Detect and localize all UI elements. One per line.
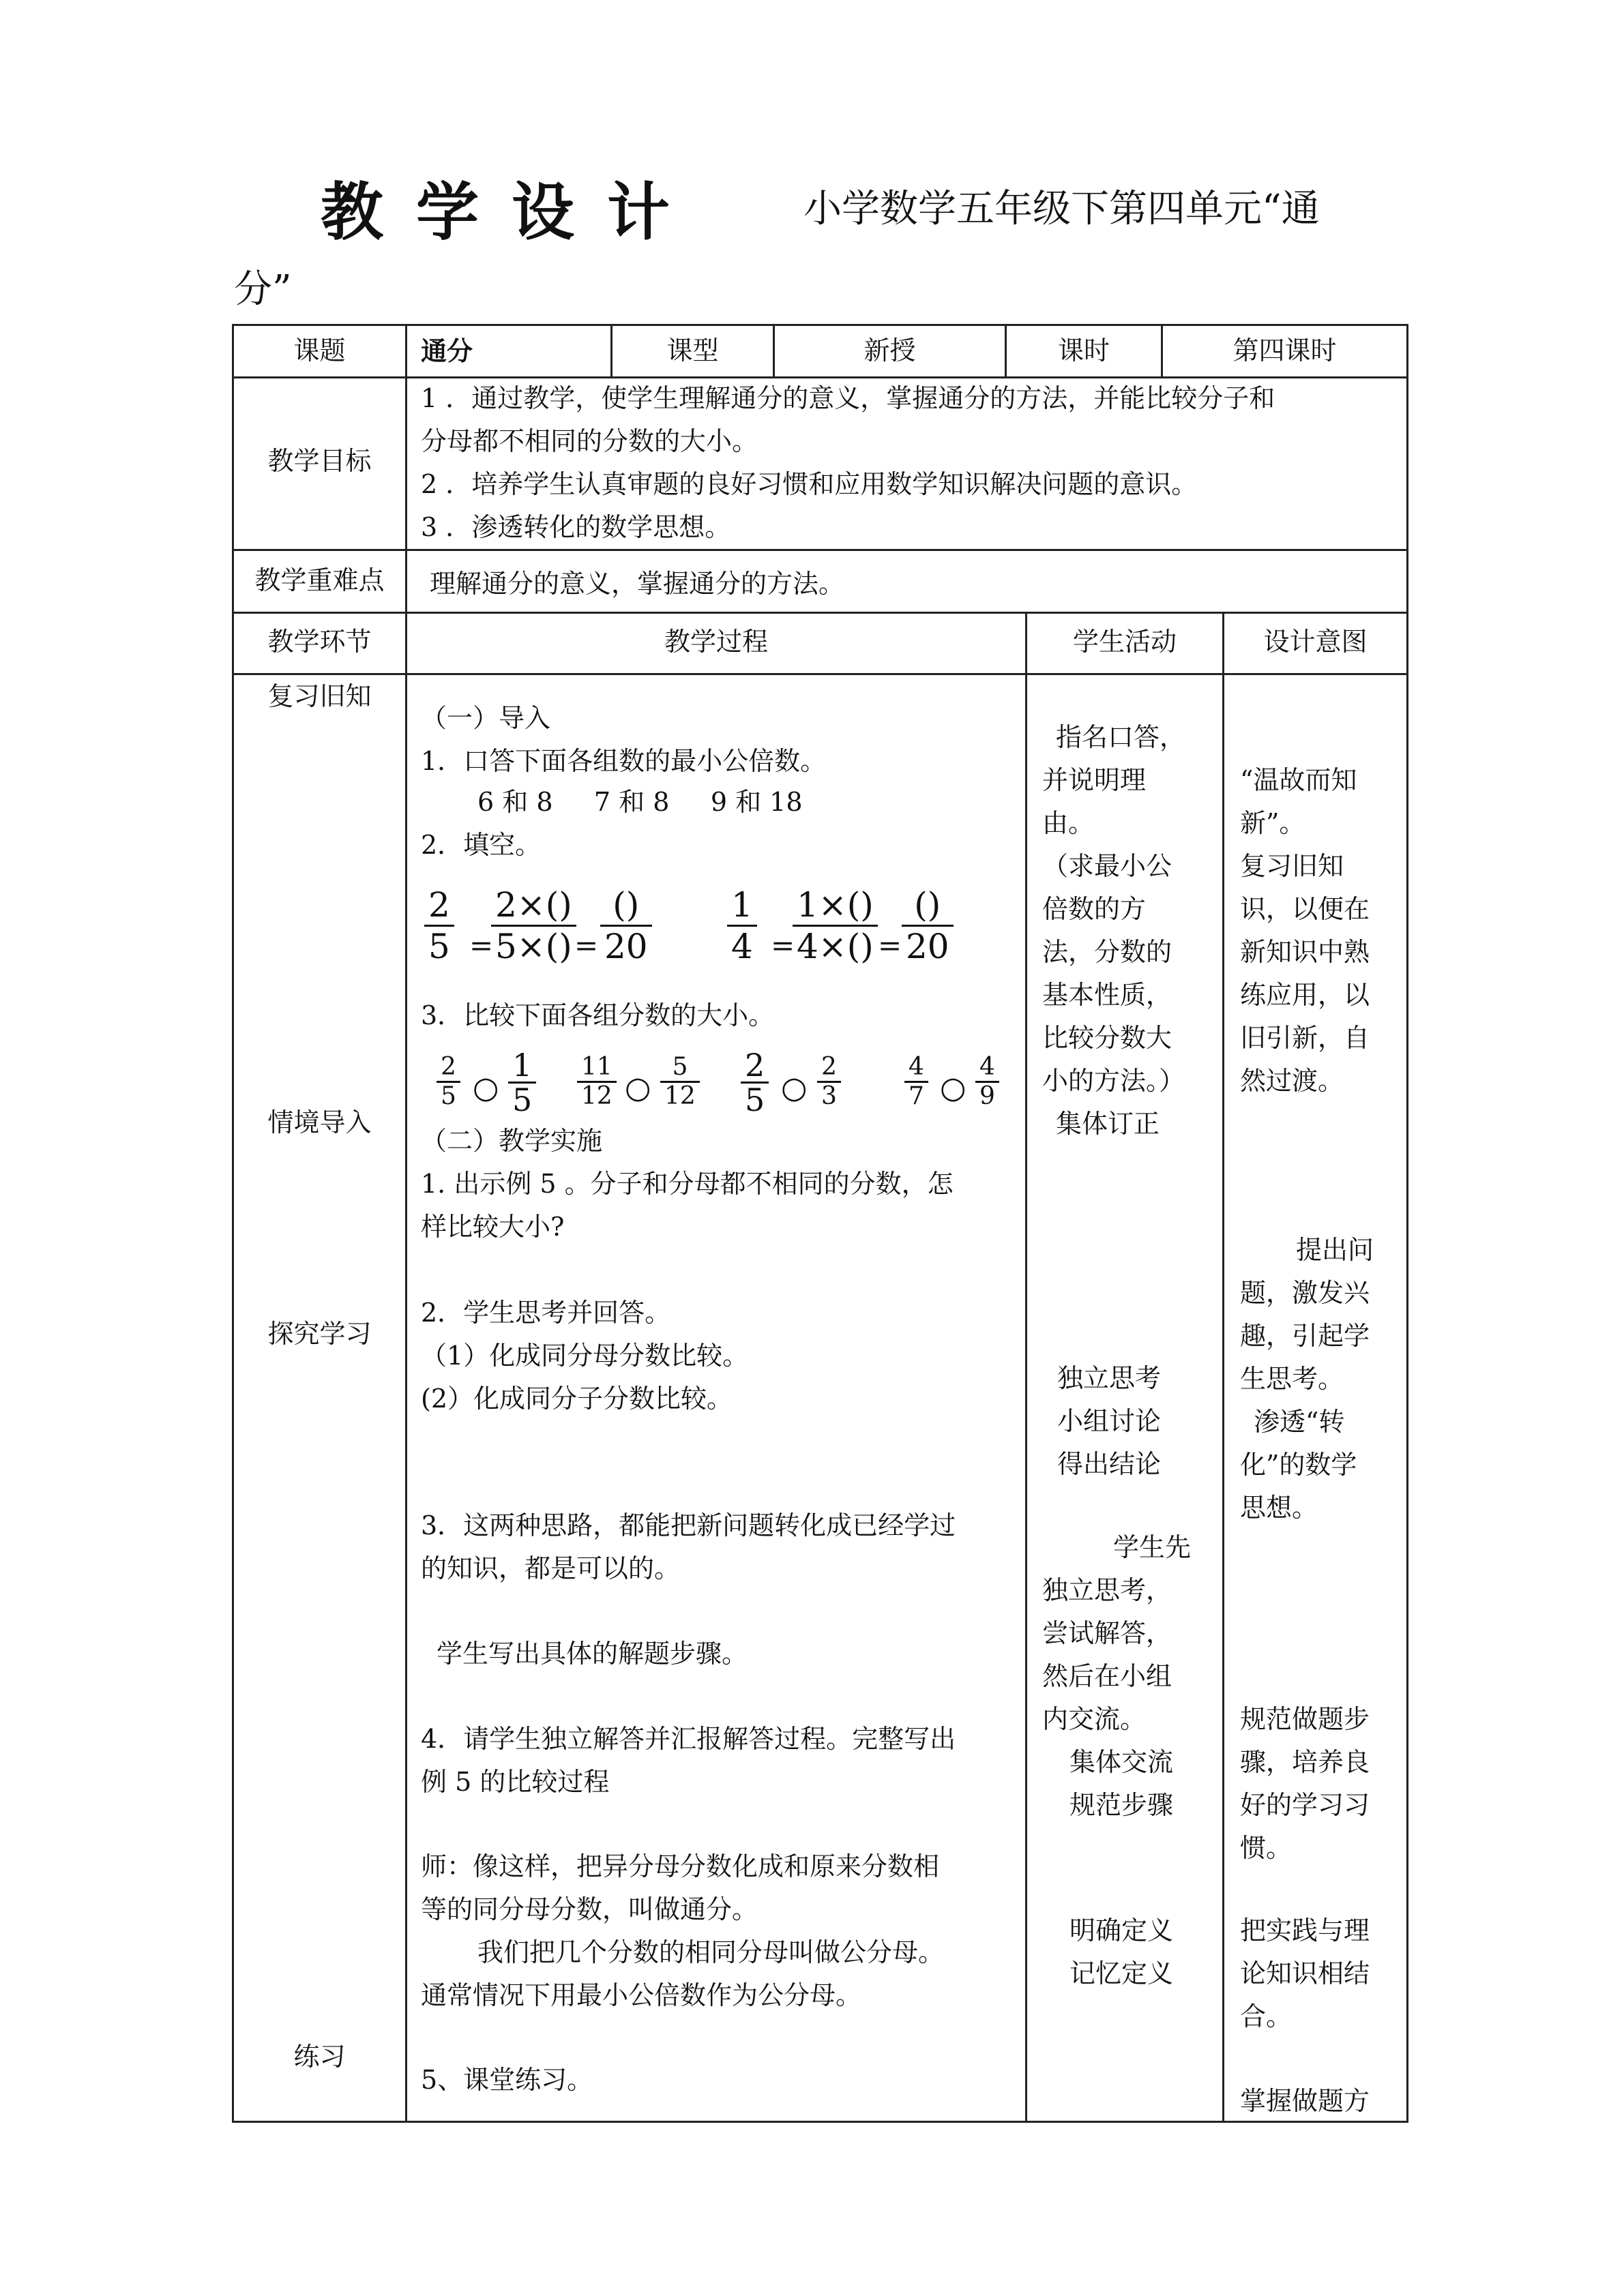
process-q3: 3．比较下面各组分数的大小。 — [421, 1000, 775, 1030]
intent-line: 惯。 — [1240, 1833, 1293, 1863]
equals-sign: = — [771, 929, 795, 962]
page-subtitle-continued: 分” — [234, 267, 292, 312]
intent-line: 化”的数学 — [1240, 1450, 1357, 1480]
keypoints-value: 理解通分的意义，掌握通分的方法。 — [430, 569, 845, 599]
activity-line: 比较分数大 — [1042, 1023, 1172, 1053]
header-intent: 设计意图 — [1263, 627, 1368, 657]
intent-line: 生思考。 — [1240, 1364, 1344, 1394]
keypoints-label: 教学重难点 — [254, 565, 385, 595]
table-border-bottom — [232, 2121, 1408, 2123]
table-col-activity — [1025, 612, 1027, 2123]
intent-line: 合。 — [1240, 2001, 1293, 2031]
activity-line: 由。 — [1042, 808, 1095, 838]
stage-explore: 探究学习 — [267, 1319, 372, 1349]
intent-line: 复习旧知 — [1240, 851, 1344, 881]
intent-line: 骤，培养良 — [1240, 1747, 1370, 1777]
process-step5: 5、课堂练习。 — [421, 2065, 593, 2095]
page-title: 教学设计 — [321, 175, 703, 249]
fraction: $\frac{2}{3}$ — [817, 1054, 841, 1110]
activity-line: 倍数的方 — [1042, 894, 1147, 924]
fraction: $\frac{11}{12}$ — [577, 1054, 617, 1110]
stage-review: 复习旧知 — [267, 681, 372, 711]
intent-line: 练应用，以 — [1240, 980, 1370, 1010]
period-value: 第四课时 — [1232, 336, 1337, 366]
intent-line: 掌握做题方 — [1240, 2086, 1370, 2116]
intent-line: 新”。 — [1240, 808, 1305, 838]
fraction: $\frac{5}{12}$ — [660, 1054, 700, 1110]
process-teacher-4: 通常情况下用最小公倍数作为公分母。 — [421, 1980, 862, 2010]
equals-sign: = — [878, 929, 902, 962]
fraction: $\frac{2}{5}$ — [437, 1054, 460, 1110]
compare-circle: ○ — [473, 1071, 499, 1105]
fraction: () 20 — [600, 885, 652, 966]
activity-line: 集体订正 — [1056, 1109, 1160, 1139]
process-q2: 2．填空。 — [421, 830, 542, 860]
table-border-top — [232, 324, 1408, 326]
period-label: 课时 — [1057, 336, 1110, 366]
table-rule-goals — [232, 549, 1408, 551]
intent-line: 题，激发兴 — [1240, 1278, 1370, 1308]
type-value: 新授 — [863, 336, 916, 366]
process-q1-pairs: 6 和 8 7 和 8 9 和 18 — [477, 787, 803, 817]
activity-line: 记忆定义 — [1069, 1958, 1174, 1988]
activity-line: 内交流。 — [1042, 1704, 1147, 1734]
process-step3-b: 的知识，都是可以的。 — [421, 1553, 681, 1583]
activity-line: 小组讨论 — [1057, 1406, 1162, 1436]
intent-line: 提出问 — [1296, 1235, 1374, 1265]
fraction: $\frac{2}{5}$ — [424, 885, 454, 966]
table-col-intent — [1222, 612, 1224, 2123]
equals-sign: = — [574, 929, 599, 962]
process-step2: 2．学生思考并回答。 — [421, 1298, 671, 1328]
process-step1-b: 样比较大小? — [421, 1212, 565, 1242]
header-stage: 教学环节 — [267, 627, 372, 657]
process-step3-a: 3．这两种思路，都能把新问题转化成已经学过 — [421, 1510, 956, 1540]
goal-line-4: 3 ．渗透转化的数学思想。 — [421, 512, 731, 542]
fraction: $\frac{4}{9}$ — [975, 1054, 999, 1110]
process-teacher-2: 等的同分母分数，叫做通分。 — [421, 1894, 758, 1924]
page-subtitle: 小学数学五年级下第四单元“通 — [803, 187, 1320, 231]
intent-line: 论知识相结 — [1240, 1958, 1370, 1988]
intent-line: 规范做题步 — [1240, 1704, 1370, 1734]
activity-line: 基本性质， — [1042, 980, 1172, 1010]
intent-line: 旧引新，自 — [1240, 1023, 1370, 1053]
process-step2-1: （1）化成同分母分数比较。 — [421, 1341, 749, 1371]
activity-line: 规范步骤 — [1069, 1790, 1174, 1820]
process-teacher-3: 我们把几个分数的相同分母叫做公分母。 — [477, 1937, 945, 1967]
process-step2-2: (2）化成同分子分数比较。 — [421, 1384, 733, 1414]
process-step3-c: 学生写出具体的解题步骤。 — [437, 1639, 748, 1669]
intent-line: 好的学习习 — [1240, 1790, 1370, 1820]
activity-line: 得出结论 — [1057, 1449, 1162, 1479]
goal-line-2: 分母都不相同的分数的大小。 — [421, 426, 758, 456]
compare-circle: ○ — [940, 1071, 966, 1105]
intent-line: 新知识中熟 — [1240, 937, 1370, 967]
process-teacher-1: 师：像这样，把异分母分数化成和原来分数相 — [421, 1851, 940, 1881]
fraction: $\frac{2}{5}$ — [741, 1049, 769, 1116]
intent-line: 渗透“转 — [1254, 1407, 1345, 1437]
intent-line: 然过渡。 — [1240, 1066, 1344, 1096]
process-step4-a: 4．请学生独立解答并汇报解答过程。完整写出 — [421, 1724, 956, 1754]
activity-line: 小的方法。） — [1042, 1066, 1185, 1096]
intent-line: 思想。 — [1240, 1493, 1318, 1523]
stage-practice: 练习 — [293, 2042, 346, 2072]
topic-value: 通分 — [421, 336, 473, 366]
table-rule-header — [232, 673, 1408, 675]
goal-line-3: 2 ．培养学生认真审题的良好习惯和应用数学知识解决问题的意识。 — [421, 469, 1198, 499]
intent-line: 把实践与理 — [1240, 1915, 1370, 1945]
activity-line: 集体交流 — [1069, 1747, 1174, 1777]
fraction: () 20 — [902, 885, 954, 966]
type-label: 课型 — [666, 336, 719, 366]
activity-line: 独立思考 — [1057, 1363, 1162, 1393]
compare-circle: ○ — [781, 1071, 808, 1105]
activity-line: （求最小公 — [1042, 851, 1172, 881]
activity-line: 尝试解答， — [1042, 1618, 1172, 1648]
fraction: $\frac{2\times()}{5\times()}$ — [491, 885, 576, 966]
compare-circle: ○ — [625, 1071, 651, 1105]
activity-line: 指名口答， — [1056, 722, 1186, 752]
header-activity: 学生活动 — [1072, 627, 1177, 657]
fraction: $\frac{1}{4}$ — [727, 885, 757, 966]
table-rule-keypoints — [232, 612, 1408, 614]
intent-line: 趣，引起学 — [1240, 1321, 1370, 1351]
header-process: 教学过程 — [664, 627, 768, 657]
activity-line: 明确定义 — [1069, 1915, 1174, 1945]
fraction: $\frac{1}{5}$ — [508, 1049, 536, 1116]
activity-line: 然后在小组 — [1042, 1661, 1172, 1691]
goal-line-1: 1 ．通过教学，使学生理解通分的意义，掌握通分的方法，并能比较分子和 — [421, 383, 1275, 413]
topic-label: 课题 — [293, 336, 346, 366]
process-impl-heading: （二）教学实施 — [421, 1126, 603, 1156]
activity-line: 法，分数的 — [1042, 937, 1172, 967]
equals-sign: = — [469, 929, 494, 962]
fraction: $\frac{1\times()}{4\times()}$ — [793, 885, 878, 966]
table-col-stage — [405, 324, 407, 2123]
activity-line: 并说明理 — [1042, 765, 1147, 795]
intent-line: “温故而知 — [1240, 765, 1357, 795]
fraction: $\frac{4}{7}$ — [904, 1054, 928, 1110]
process-step4-b: 例 5 的比较过程 — [421, 1767, 610, 1797]
process-intro-heading: （一）导入 — [421, 703, 551, 733]
intent-line: 识，以便在 — [1240, 894, 1370, 924]
table-border-right — [1406, 324, 1408, 2123]
stage-intro: 情境导入 — [267, 1107, 372, 1137]
process-step1-a: 1. 出示例 5 。分子和分母都不相同的分数，怎 — [421, 1169, 954, 1199]
activity-line: 独立思考， — [1042, 1575, 1172, 1605]
activity-line: 学生先 — [1113, 1532, 1192, 1562]
process-q1: 1．口答下面各组数的最小公倍数。 — [421, 746, 827, 776]
goals-label: 教学目标 — [267, 446, 372, 476]
